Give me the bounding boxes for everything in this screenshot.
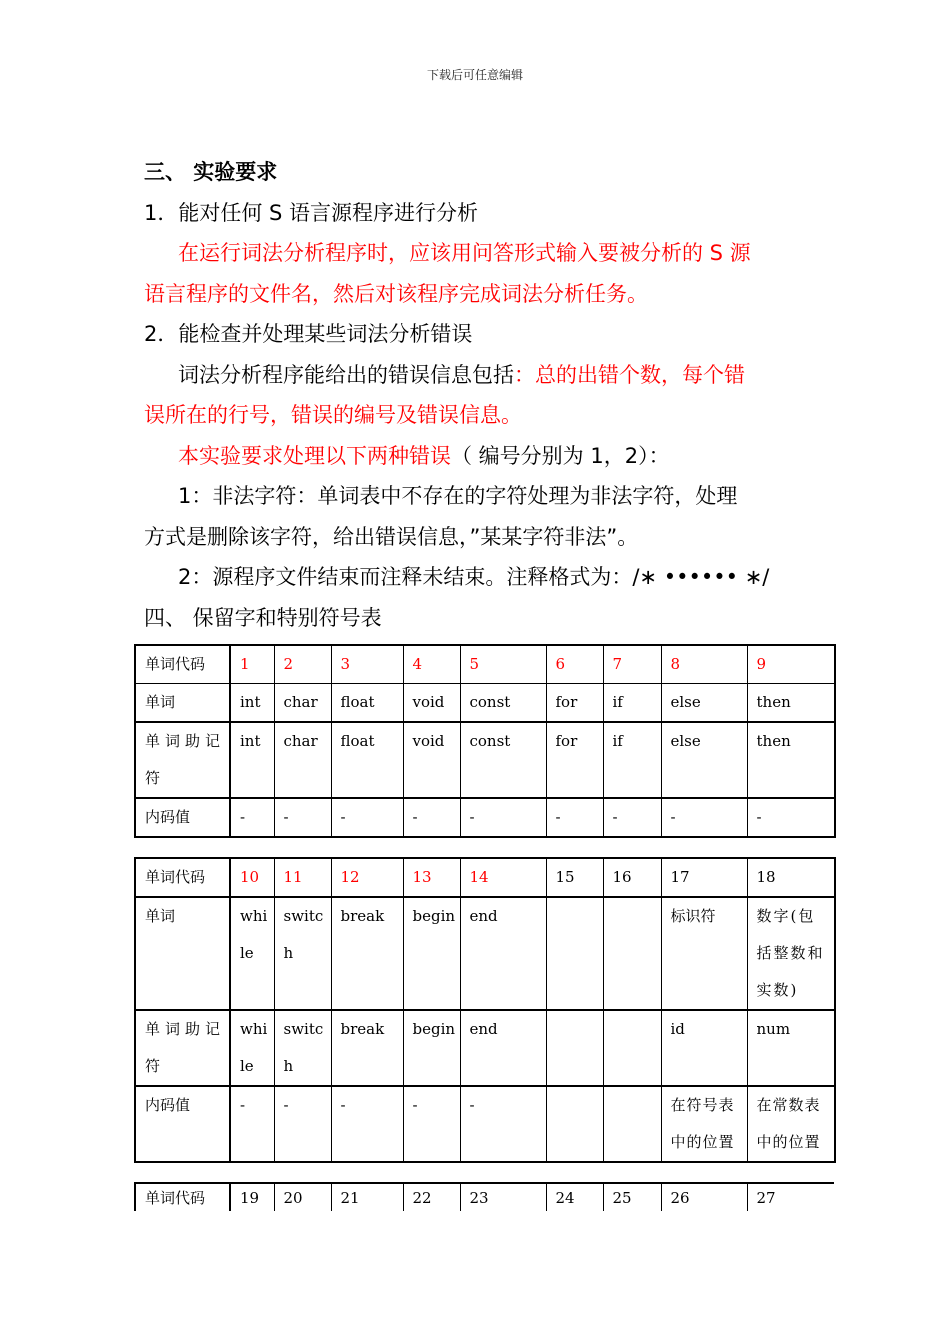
- mnemonic-cell: begin: [403, 1010, 460, 1086]
- section-3-title: 三、 实验要求: [144, 160, 278, 184]
- word-cell: break: [331, 897, 403, 1010]
- mnemonic-cell: const: [460, 722, 546, 798]
- code-cell: 9: [747, 645, 835, 684]
- value-cell: -: [331, 798, 403, 837]
- mnemonic-cell: end: [460, 1010, 546, 1086]
- word-cell: if: [603, 684, 661, 723]
- row-label-mnemonic: 单词助记符: [135, 1010, 230, 1086]
- row-label-code: 单词代码: [135, 858, 230, 897]
- value-cell: -: [546, 798, 603, 837]
- word-cell: void: [403, 684, 460, 723]
- code-cell: 10: [230, 858, 274, 897]
- page-header: 下载后可任意编辑: [426, 68, 523, 82]
- mnemonic-cell: if: [603, 722, 661, 798]
- value-cell: -: [460, 798, 546, 837]
- word-cell: [603, 897, 661, 1010]
- code-cell: 21: [331, 1183, 403, 1211]
- word-cell: [546, 897, 603, 1010]
- row-label-code: 单词代码: [135, 645, 230, 684]
- item-2-paragraph-1-cont: 误所在的行号，错误的编号及错误信息。: [144, 403, 522, 427]
- value-cell: -: [331, 1086, 403, 1162]
- code-cell: 4: [403, 645, 460, 684]
- word-cell: float: [331, 684, 403, 723]
- code-cell: 11: [274, 858, 331, 897]
- row-label-value: 内码值: [135, 798, 230, 837]
- code-cell: 6: [546, 645, 603, 684]
- value-cell: -: [460, 1086, 546, 1162]
- reserved-words-table-2: [134, 857, 836, 1163]
- error-2-line: 2：源程序文件结束而注释未结束。注释格式为：/∗ •••••• ∗/: [178, 565, 770, 589]
- code-cell: 18: [747, 858, 835, 897]
- error-info-intro: 词法分析程序能给出的错误信息包括: [178, 363, 514, 387]
- code-cell: 12: [331, 858, 403, 897]
- table-row-code: [135, 858, 835, 897]
- error-types-intro: 本实验要求处理以下两种错误: [178, 444, 451, 468]
- word-cell: begin: [403, 897, 460, 1010]
- word-cell: 数字(包括整数和实数): [747, 897, 835, 1010]
- word-cell: then: [747, 684, 835, 723]
- code-cell: 17: [661, 858, 747, 897]
- code-cell: 22: [403, 1183, 460, 1211]
- table-row-word: [135, 897, 835, 1010]
- reserved-words-table-1: [134, 644, 836, 838]
- code-cell: 19: [230, 1183, 274, 1211]
- row-label-word: 单词: [135, 684, 230, 723]
- mnemonic-cell: switch: [274, 1010, 331, 1086]
- code-cell: 14: [460, 858, 546, 897]
- mnemonic-cell: id: [661, 1010, 747, 1086]
- error-1-line-b: 方式是删除该字符，给出错误信息，”某某字符非法”。: [144, 525, 639, 549]
- error-1-line-a: 1：非法字符：单词表中不存在的字符处理为非法字符，处理: [178, 484, 738, 508]
- table-3-clip: [134, 1182, 834, 1211]
- value-cell: -: [274, 798, 331, 837]
- mnemonic-cell: [603, 1010, 661, 1086]
- code-cell: 1: [230, 645, 274, 684]
- mnemonic-cell: while: [230, 1010, 274, 1086]
- table-row-code: [135, 645, 835, 684]
- row-label-mnemonic: 单词助记符: [135, 722, 230, 798]
- item-1-detail-line-b: 语言程序的文件名，然后对该程序完成词法分析任务。: [144, 282, 648, 306]
- value-cell: 在常数表中的位置: [747, 1086, 835, 1162]
- word-cell: char: [274, 684, 331, 723]
- word-cell: for: [546, 684, 603, 723]
- table-row-value: [135, 798, 835, 837]
- mnemonic-cell: for: [546, 722, 603, 798]
- code-cell: 23: [460, 1183, 546, 1211]
- word-cell: 标识符: [661, 897, 747, 1010]
- word-cell: const: [460, 684, 546, 723]
- code-cell: 8: [661, 645, 747, 684]
- value-cell: -: [661, 798, 747, 837]
- table-row-word: [135, 684, 835, 723]
- word-cell: while: [230, 897, 274, 1010]
- value-cell: -: [403, 798, 460, 837]
- code-cell: 27: [747, 1183, 834, 1211]
- row-label-word: 单词: [135, 897, 230, 1010]
- mnemonic-cell: then: [747, 722, 835, 798]
- value-cell: [546, 1086, 603, 1162]
- table-row-code: [135, 1183, 834, 1211]
- code-cell: 5: [460, 645, 546, 684]
- mnemonic-cell: int: [230, 722, 274, 798]
- item-2-heading: 2．能检查并处理某些词法分析错误: [144, 322, 473, 346]
- code-cell: 26: [661, 1183, 747, 1211]
- row-label-code: 单词代码: [135, 1183, 230, 1211]
- code-cell: 16: [603, 858, 661, 897]
- value-cell: -: [230, 798, 274, 837]
- value-cell: -: [747, 798, 835, 837]
- value-cell: -: [274, 1086, 331, 1162]
- code-cell: 3: [331, 645, 403, 684]
- item-1-detail-line-a: 在运行词法分析程序时，应该用问答形式输入要被分析的 S 源: [178, 241, 751, 265]
- section-4-title: 四、 保留字和特别符号表: [144, 606, 382, 630]
- error-info-list: ：总的出错个数，每个错: [514, 363, 745, 387]
- table-row-mnemonic: [135, 722, 835, 798]
- row-label-value: 内码值: [135, 1086, 230, 1162]
- error-types-numbering: （ 编号分别为 1，2）：: [451, 444, 670, 468]
- code-cell: 24: [546, 1183, 603, 1211]
- item-2-paragraph-2: [178, 440, 670, 470]
- table-row-value: [135, 1086, 835, 1162]
- mnemonic-cell: char: [274, 722, 331, 798]
- value-cell: -: [230, 1086, 274, 1162]
- word-cell: else: [661, 684, 747, 723]
- mnemonic-cell: num: [747, 1010, 835, 1086]
- table-row-mnemonic: [135, 1010, 835, 1086]
- mnemonic-cell: else: [661, 722, 747, 798]
- mnemonic-cell: float: [331, 722, 403, 798]
- value-cell: -: [603, 798, 661, 837]
- item-2-paragraph-1: [178, 359, 745, 389]
- reserved-words-table-3: [134, 1182, 834, 1211]
- word-cell: end: [460, 897, 546, 1010]
- code-cell: 2: [274, 645, 331, 684]
- value-cell: [603, 1086, 661, 1162]
- code-cell: 13: [403, 858, 460, 897]
- mnemonic-cell: break: [331, 1010, 403, 1086]
- word-cell: int: [230, 684, 274, 723]
- mnemonic-cell: void: [403, 722, 460, 798]
- value-cell: 在符号表中的位置: [661, 1086, 747, 1162]
- mnemonic-cell: [546, 1010, 603, 1086]
- code-cell: 25: [603, 1183, 661, 1211]
- code-cell: 15: [546, 858, 603, 897]
- word-cell: switch: [274, 897, 331, 1010]
- item-1-heading: 1．能对任何 S 语言源程序进行分析: [144, 201, 479, 225]
- value-cell: -: [403, 1086, 460, 1162]
- code-cell: 20: [274, 1183, 331, 1211]
- code-cell: 7: [603, 645, 661, 684]
